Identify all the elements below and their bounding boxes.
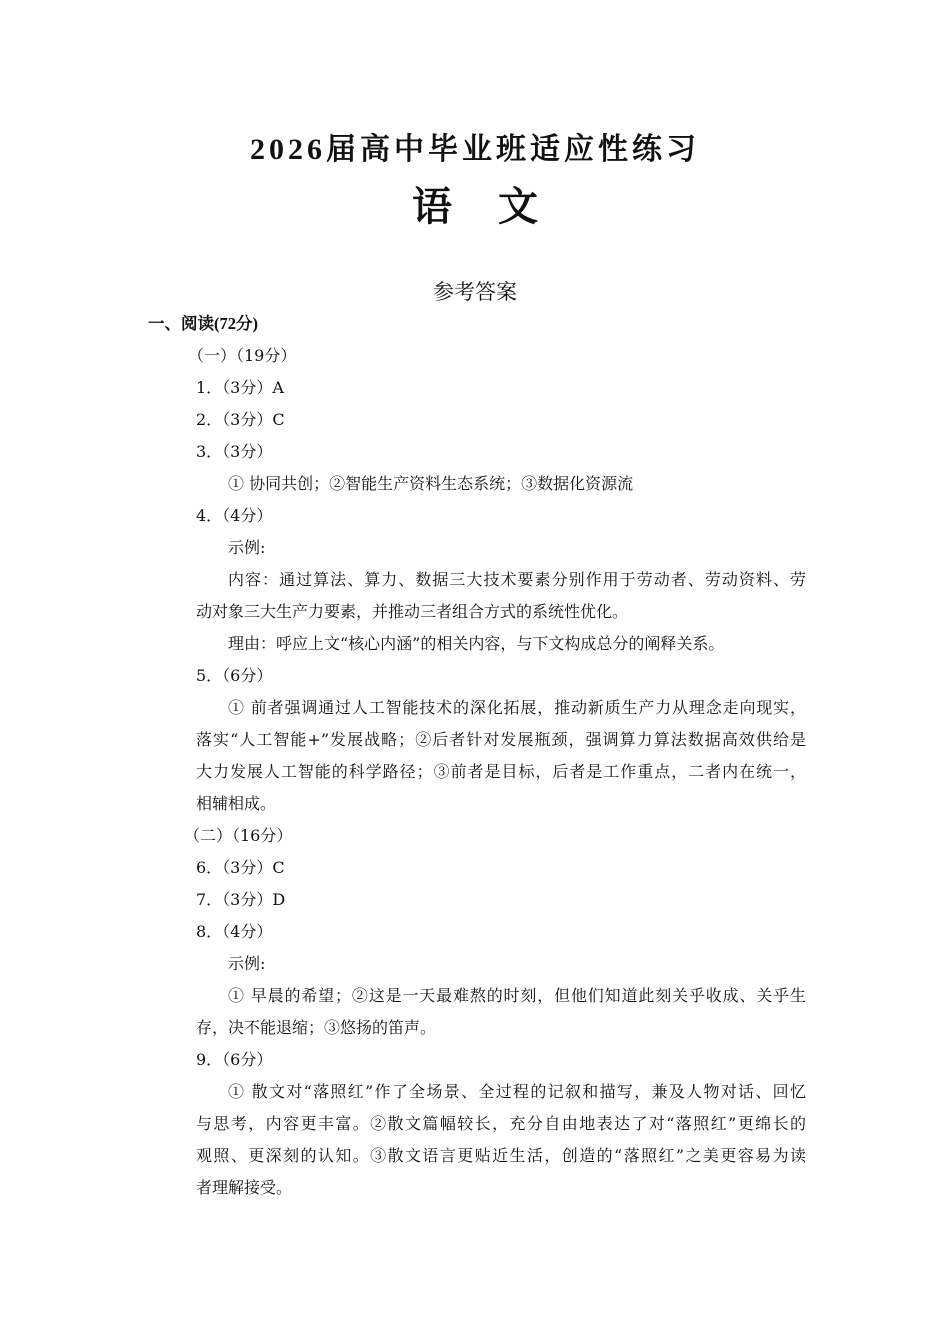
question-4-content-line1: 内容：通过算法、算力、数据三大技术要素分别作用于劳动者、劳动资料、劳 (228, 570, 806, 589)
question-3-answer: ① 协同共创；②智能生产资料生态系统；③数据化资源流 (228, 474, 634, 493)
part-heading-2: （二）（16分） (184, 826, 293, 845)
question-5-line4: 相辅相成。 (196, 794, 277, 813)
subject-title: 语文 (412, 184, 584, 229)
section-heading-reading: 一、阅读(72分) (148, 314, 258, 333)
question-4: 4．（4分） (196, 506, 273, 525)
question-8: 8．（4分） (196, 922, 273, 941)
question-2: 2．（3分）C (196, 410, 285, 429)
question-8-line1: ① 早晨的希望；②这是一天最难熬的时刻，但他们知道此刻关乎收成、关乎生 (228, 986, 806, 1005)
question-8-line2: 存，决不能退缩；③悠扬的笛声。 (196, 1018, 437, 1037)
question-4-example-label: 示例: (228, 538, 266, 557)
question-5-line3: 大力发展人工智能的科学路径；③前者是目标，后者是工作重点，二者内在统一， (196, 762, 806, 781)
question-8-example-label: 示例: (228, 954, 266, 973)
question-1: 1．（3分）A (196, 378, 284, 397)
question-4-reason: 理由：呼应上文“核心内涵”的相关内容，与下文构成总分的阐释关系。 (228, 634, 725, 653)
part-heading-1: （一）（19分） (188, 346, 297, 365)
question-6: 6．（3分）C (196, 858, 285, 877)
question-7: 7．（3分）D (196, 890, 286, 909)
question-9-line4: 者理解接受。 (196, 1178, 293, 1197)
question-4-content-line2: 动对象三大生产力要素，并推动三者组合方式的系统性优化。 (196, 602, 629, 621)
question-9: 9．（6分） (196, 1050, 273, 1069)
question-5-line1: ① 前者强调通过人工智能技术的深化拓展，推动新质生产力从理念走向现实， (228, 698, 806, 717)
question-9-line2: 与思考，内容更丰富。②散文篇幅较长，充分自由地表达了对“落照红”更绵长的 (196, 1114, 806, 1133)
question-3: 3．（3分） (196, 442, 273, 461)
document-title: 2026届高中毕业班适应性练习 (250, 133, 700, 166)
question-5: 5．（6分） (196, 666, 273, 685)
question-5-line2: 落实“人工智能+”发展战略；②后者针对发展瓶颈，强调算力算法数据高效供给是 (196, 730, 806, 749)
question-9-line1: ① 散文对“落照红”作了全场景、全过程的记叙和描写，兼及人物对话、回忆 (228, 1082, 806, 1101)
question-9-line3: 观照、更深刻的认知。③散文语言更贴近生活，创造的“落照红”之美更容易为读 (196, 1146, 806, 1165)
document-subtitle: 参考答案 (433, 280, 517, 304)
